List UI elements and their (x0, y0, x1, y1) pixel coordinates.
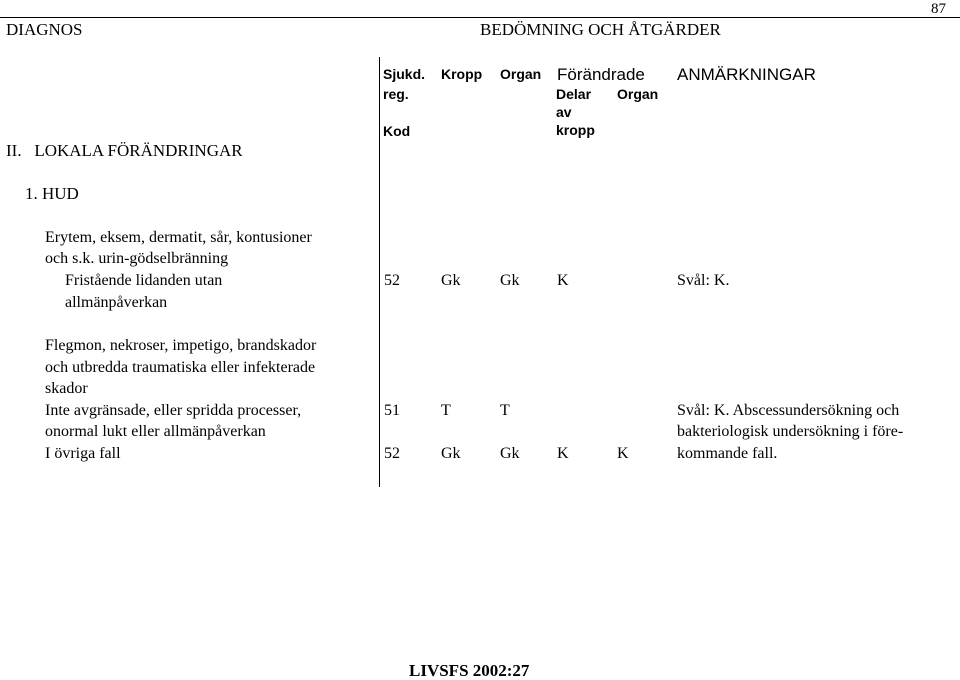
entry2-row1-line2: onormal lukt eller allmänpåverkan (45, 423, 266, 440)
header-organ-sub: Organ (617, 86, 659, 102)
entry1-heading-line2: och s.k. urin-gödselbränning (45, 250, 229, 267)
column-divider (379, 57, 380, 487)
header-forandrade: Förändrade (557, 65, 645, 84)
header-delar: Delar (556, 86, 592, 102)
entry2-row2-organ: Gk (500, 445, 520, 462)
header-kropp-sub: kropp (556, 122, 595, 138)
entry2-row1-line1: Inte avgränsade, eller spridda processer, (45, 402, 302, 419)
entry1-kropp: Gk (441, 272, 461, 289)
entry2-row2-kropp: Gk (441, 445, 461, 462)
header-kropp: Kropp (441, 66, 483, 82)
top-rule (0, 17, 960, 18)
entry2-row2-delar: K (557, 445, 569, 462)
entry1-heading-line1: Erytem, eksem, dermatit, sår, kontusioner (45, 229, 312, 246)
header-diagnos: DIAGNOS (6, 20, 83, 39)
entry2-heading-line3: skador (45, 380, 88, 397)
entry2-anm-line3: kommande fall. (677, 445, 778, 462)
entry1-organ: Gk (500, 272, 520, 289)
entry2-row1-kod: 51 (384, 402, 400, 419)
header-kod: Kod (383, 123, 411, 139)
entry2-row1-kropp: T (441, 402, 451, 419)
entry2-anm-line1: Svål: K. Abscessundersökning och (677, 402, 900, 419)
entry2-row2-forandrade-organ: K (617, 445, 629, 462)
footer-reference: LIVSFS 2002:27 (409, 661, 530, 680)
header-anmarkningar: ANMÄRKNINGAR (677, 65, 816, 84)
entry2-anm-line2: bakteriologisk undersökning i före- (677, 423, 904, 440)
header-organ: Organ (500, 66, 542, 82)
header-sjukd: Sjukd. (383, 66, 426, 82)
section-title: II. LOKALA FÖRÄNDRINGAR (6, 141, 243, 160)
entry1-delar: K (557, 272, 569, 289)
section-subtitle: 1. HUD (25, 184, 79, 203)
entry1-anm: Svål: K. (677, 272, 730, 289)
entry2-row2-kod: 52 (384, 445, 400, 462)
entry2-row1-organ: T (500, 402, 510, 419)
header-bedomning: BEDÖMNING OCH ÅTGÄRDER (480, 20, 721, 39)
header-reg: reg. (383, 86, 409, 102)
header-av: av (556, 104, 572, 120)
page-number: 87 (931, 1, 946, 17)
entry1-sub-line1: Fristående lidanden utan (65, 272, 223, 289)
entry1-sub-line2: allmänpåverkan (65, 294, 168, 311)
entry2-heading-line2: och utbredda traumatiska eller infekterade (45, 359, 316, 376)
entry2-heading-line1: Flegmon, nekroser, impetigo, brandskador (45, 337, 317, 354)
entry1-kod: 52 (384, 272, 400, 289)
entry2-row2-text: I övriga fall (45, 445, 121, 462)
